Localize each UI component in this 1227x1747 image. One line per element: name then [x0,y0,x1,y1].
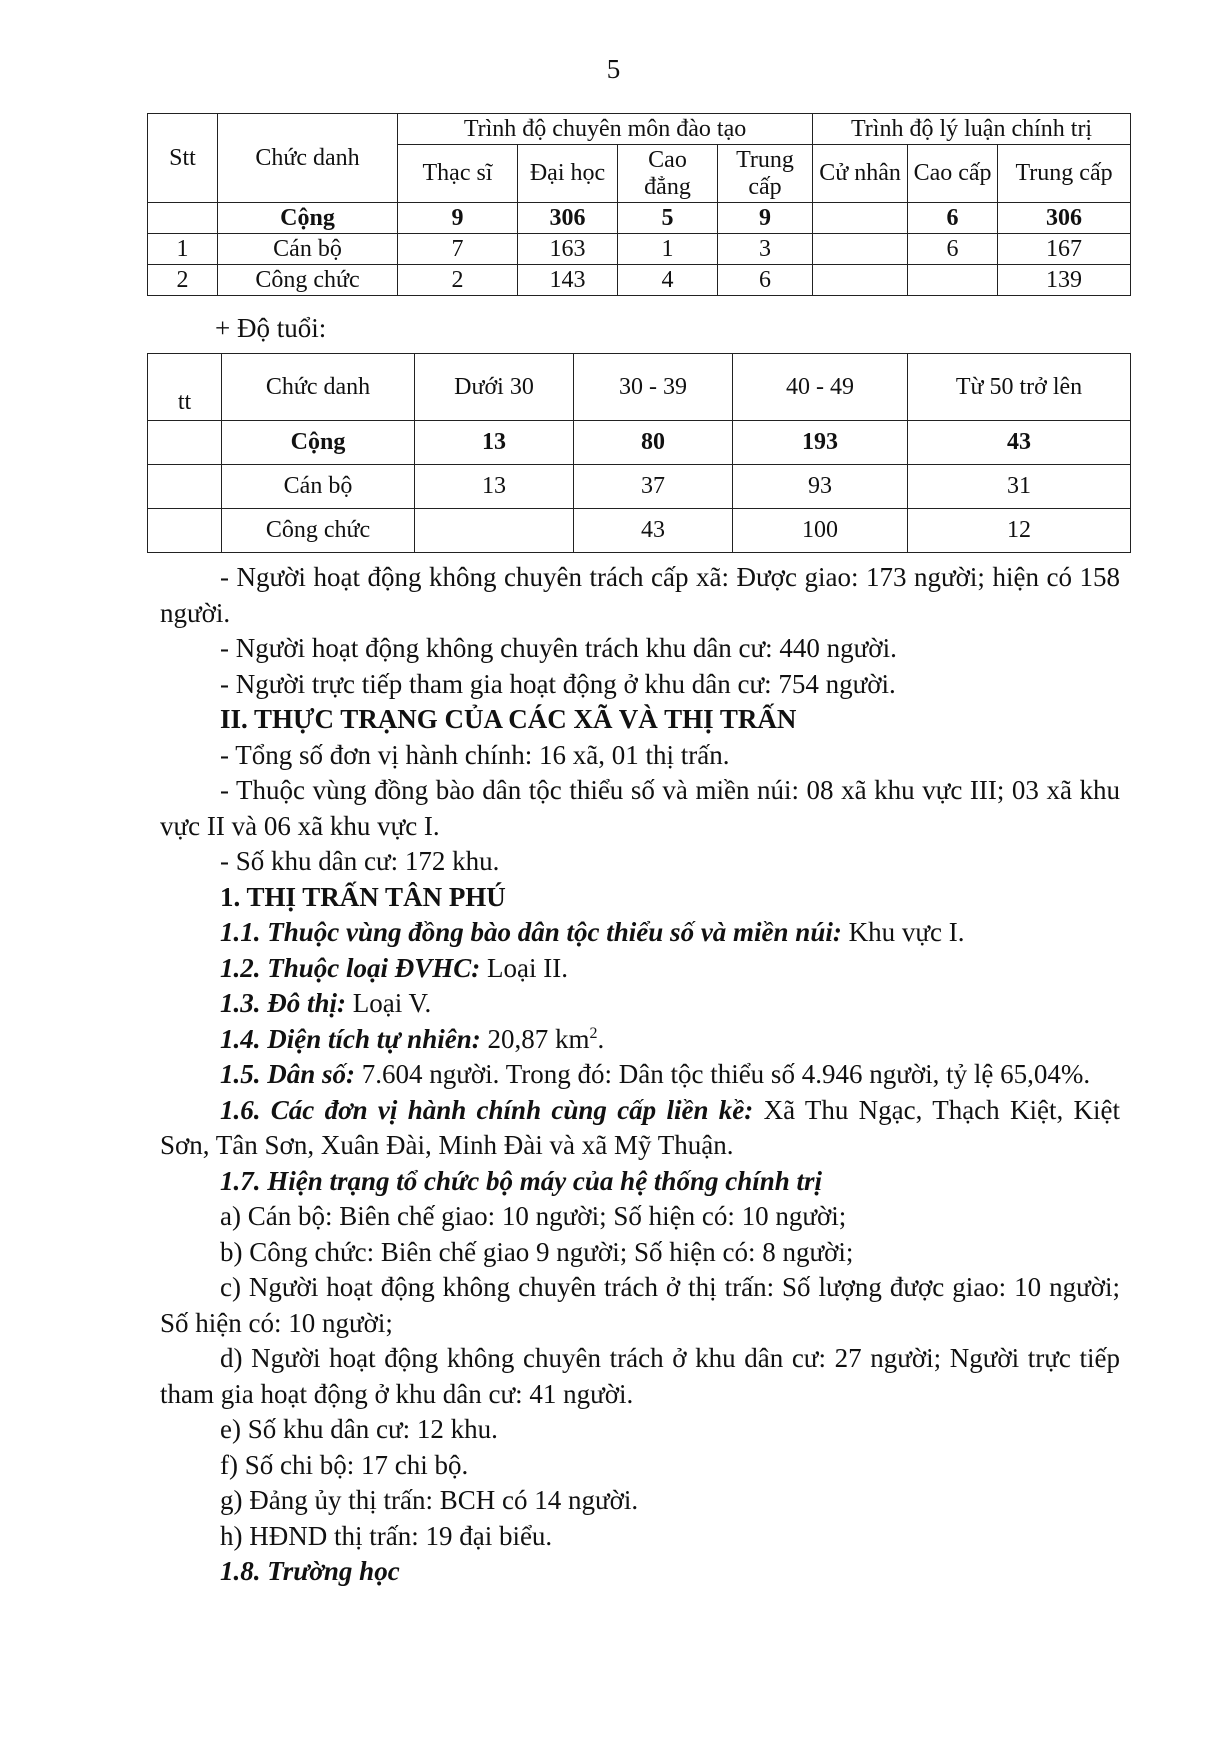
cell: 6 [718,265,813,296]
page-number: 5 [606,54,621,84]
paragraph: - Người hoạt động không chuyên trách cấp xã: Được giao: 173 người; hiện có 158 người. [160,562,1120,628]
table-row [148,465,1131,509]
row-label: Công chức [218,265,398,296]
age-label: + Độ tuổi: [215,313,327,343]
total-row [148,421,1131,465]
item-value: Khu vực I. [841,917,965,947]
paragraph: - Tổng số đơn vị hành chính: 16 xã, 01 thị trấn. [220,739,730,770]
item-value: Loại II. [480,952,568,983]
paragraph: - Người trực tiếp tham gia hoạt động ở khu dân cư: 754 người. [220,668,896,699]
paragraph [160,1022,1120,1058]
section-heading: II. THỰC TRẠNG CỦA CÁC XÃ VÀ THỊ TRẤN [220,704,797,734]
paragraph: a) Cán bộ: Biên chế giao: 10 người; Số hiện có: 10 người; [220,1201,847,1231]
qualification-table [147,113,1131,296]
table-row [148,509,1131,553]
cell: 1 [618,234,718,265]
row-label: Cán bộ [222,465,415,509]
cell: 163 [518,234,618,265]
paragraph: c) Người hoạt động không chuyên trách ở thị trấn: Số lượng được giao: 10 người; Số hiện có: 10 người; [160,1272,1120,1338]
document-body [160,560,1120,1590]
item-label: 1.1. Thuộc vùng đồng bào dân tộc thiểu số và miền núi: [220,917,842,947]
section-heading: 1.7. Hiện trạng tổ chức bộ máy của hệ thống chính trị [220,1165,823,1196]
item-label: 1.6. Các đơn vị hành chính cùng cấp liền kề: [220,1094,754,1125]
header-chuyen-mon: Trình độ chuyên môn đào tạo [398,114,813,145]
subheader: Cử nhân [813,145,908,203]
cell: 13 [415,465,574,509]
cell [813,203,908,234]
header-chuc-danh: Chức danh [218,114,398,203]
paragraph [160,986,1120,1022]
subheader: Trung cấp [998,145,1131,203]
cell: 5 [618,203,718,234]
cell: 143 [518,265,618,296]
cell: 4 [618,265,718,296]
header-age: Từ 50 trở lên [908,354,1131,421]
cell: 6 [908,234,998,265]
cell [908,265,998,296]
header-ly-luan: Trình độ lý luận chính trị [813,114,1131,145]
subheader: Đại học [518,145,618,203]
cell: 1 [148,234,218,265]
subheader: Trung cấp [718,145,813,203]
paragraph [160,1093,1120,1164]
paragraph [160,951,1120,987]
paragraph: h) HĐND thị trấn: 19 đại biểu. [220,1520,553,1551]
total-row [148,203,1131,234]
paragraph [160,1057,1120,1093]
paragraph: d) Người hoạt động không chuyên trách ở khu dân cư: 27 người; Người trực tiếp tham gia hoạt động ở khu dân cư: 41 người. [160,1343,1120,1409]
item-value: 20,87 km [480,1023,590,1054]
item-label: 1.3. Đô thị: [220,988,347,1018]
item-label: 1.4. Diện tích tự nhiên: [220,1023,481,1054]
table-row [148,265,1131,296]
cell: 167 [998,234,1131,265]
cell [415,509,574,553]
cell: 93 [733,465,908,509]
item-value: 7.604 người. Trong đó: Dân tộc thiểu số 4.946 người, tỷ lệ 65,04%. [355,1059,1091,1089]
section-heading: 1.8. Trường học [220,1556,400,1586]
row-label: Cộng [222,421,415,465]
age-table [147,353,1131,553]
cell: 7 [398,234,518,265]
cell: 37 [574,465,733,509]
cell [813,265,908,296]
row-label: Cộng [218,203,398,234]
cell: 13 [415,421,574,465]
cell: 100 [733,509,908,553]
cell: 306 [518,203,618,234]
cell: 2 [148,265,218,296]
cell: 31 [908,465,1131,509]
item-value: Xã Thu Ngạc, Thạch Kiệt, Kiệt Sơn, Tân Sơn, Xuân Đài, Minh Đài và xã Mỹ Thuận. [160,1094,1120,1160]
header-age: 40 - 49 [733,354,908,421]
cell: 9 [398,203,518,234]
paragraph: b) Công chức: Biên chế giao 9 người; Số hiện có: 8 người; [220,1236,854,1267]
cell: 306 [998,203,1131,234]
header-chuc-danh: Chức danh [222,354,415,421]
item-value: . [597,1023,605,1054]
section-heading: 1. THỊ TRẤN TÂN PHÚ [220,881,506,912]
cell: 80 [574,421,733,465]
row-label: Công chức [222,509,415,553]
item-label: 1.5. Dân số: [220,1059,356,1089]
subheader: Cao đẳng [618,145,718,203]
paragraph: - Số khu dân cư: 172 khu. [220,846,500,876]
superscript: 2 [589,1024,598,1042]
cell: 43 [908,421,1131,465]
subheader: Thạc sĩ [398,145,518,203]
item-value: Loại V. [346,988,432,1018]
cell: 3 [718,234,813,265]
cell: 2 [398,265,518,296]
paragraph: - Người hoạt động không chuyên trách khu dân cư: 440 người. [220,633,897,663]
cell: 12 [908,509,1131,553]
table-row [148,234,1131,265]
paragraph: e) Số khu dân cư: 12 khu. [220,1414,498,1444]
paragraph: - Thuộc vùng đồng bào dân tộc thiểu số và miền núi: 08 xã khu vực III; 03 xã khu vực II và 06 xã khu vực I. [160,775,1120,841]
cell: 139 [998,265,1131,296]
cell [813,234,908,265]
paragraph: g) Đảng ủy thị trấn: BCH có 14 người. [220,1485,639,1515]
header-age: Dưới 30 [415,354,574,421]
header-age: 30 - 39 [574,354,733,421]
cell: 9 [718,203,813,234]
cell: 193 [733,421,908,465]
header-stt: Stt [148,114,218,203]
cell: 6 [908,203,998,234]
row-label: Cán bộ [218,234,398,265]
header-tt: tt [148,354,222,421]
subheader: Cao cấp [908,145,998,203]
item-label: 1.2. Thuộc loại ĐVHC: [220,952,481,983]
cell: 43 [574,509,733,553]
paragraph [160,915,1120,951]
paragraph: f) Số chi bộ: 17 chi bộ. [220,1449,469,1480]
